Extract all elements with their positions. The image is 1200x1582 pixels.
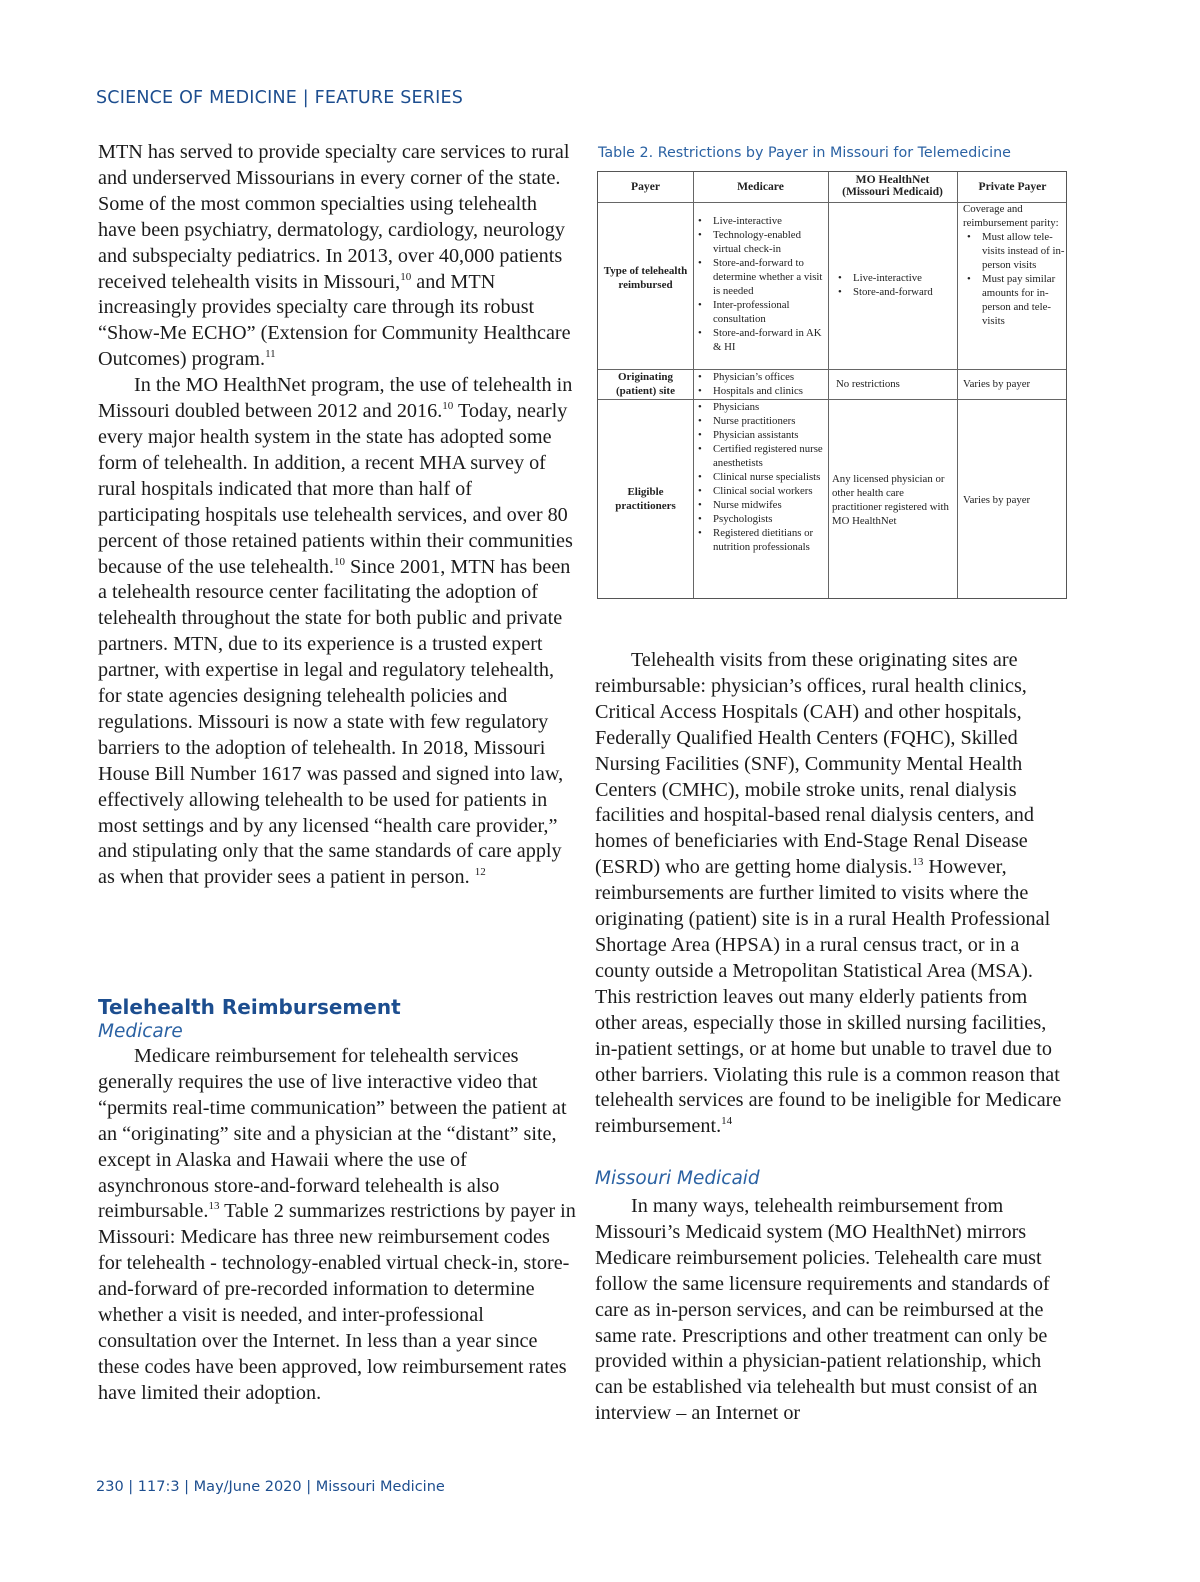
row1-mohealthnet <box>834 271 955 299</box>
row1-medicare <box>694 214 826 354</box>
paragraph: Telehealth visits from these originating sites are reimbursable: physician’s offices, rural health clinics, Critical Access Hospitals (CAH) and other hospitals, Federally Qualified Health Centers (FQHC), Skilled Nursing Facilities (SNF), Community Mental Health Centers (CMHC), mobile stroke units, renal dialysis facilities and hospital-based renal dialysis centers, and homes of beneficiaries with End-Stage Renal Disease (ESRD) who are getting home dialysis.$^{13}$ However, reimbursements are further limited to visits where the originating (patient) site is in a rural Health Professional Shortage Area (HPSA) in a rural census tract, or in a county outside a Metropolitan Statistical Area (MSA). This restriction leaves out many elderly patients from other areas, especially those in skilled nursing facilities, in-patient settings, or at home but unable to travel due to other barriers. Violating this rule is a common reason that telehealth services are found to be ineligible for Medicare reimbursement.$^{14}$ <box>595 649 1062 1138</box>
header-private: Private Payer <box>978 180 1047 193</box>
list-item: • Clinical social workers <box>694 484 826 498</box>
row-label-originating: Originating (patient) site <box>616 371 675 397</box>
medicare-body <box>98 1044 576 1407</box>
list-item: • Certified registered nurse anesthetists <box>694 442 826 470</box>
list-item: • Store-and-forward in AK & HI <box>694 326 826 354</box>
running-head: SCIENCE OF MEDICINE | FEATURE SERIES <box>96 88 464 108</box>
row3-private: Varies by payer <box>963 494 1031 506</box>
subheading-missouri-medicaid: Missouri Medicaid <box>595 1168 760 1189</box>
page-footer: 230 | 117:3 | May/June 2020 | Missouri Medicine <box>96 1479 445 1495</box>
paragraph: MTN has served to provide specialty care services to rural and underserved Missourians in every corner of the state. Some of the most common specialties using telehealth have been psychiatry, dermatology, cardiology, neurology and subspecialty pediatrics. In 2013, over 40,000 patients received telehealth visits in Missouri,$^{10}$ and MTN increasingly provides specialty care through its robust “Show-Me ECHO” (Extension for Community Healthcare Outcomes) program.$^{11}$ <box>98 141 571 371</box>
list-item: • Must pay similar amounts for in-person and tele-visits <box>963 272 1066 328</box>
row1-private: Coverage and reimbursement parity: • Must allow tele-visits instead of in-person visits • Must pay similar amounts for in-person and tele-visits <box>963 202 1066 328</box>
list-item: • Inter-professional consultation <box>694 298 826 326</box>
subheading-medicare: Medicare <box>98 1021 183 1042</box>
restrictions-table <box>597 171 1067 599</box>
section-heading: Telehealth Reimbursement <box>98 995 401 1019</box>
paragraph: In the MO HealthNet program, the use of telehealth in Missouri doubled between 2012 and 2016.10 Today, nearly every major health system in the state has adopted some form of telehealth. In addition, a recent MHA survey of rural hospitals indicated that more than half of participating hospitals use telehealth services, and over 80 percent of those retained patients within their communities because of the use telehealth.$^{10}$ Since 2001, MTN has been a telehealth resource center facilitating the adoption of telehealth throughout the state for both public and private partners. MTN, due to its experience is a trusted expert partner, with expertise in legal and regulatory telehealth, for state agencies designing telehealth policies and regulations. Missouri is now a state with few regulatory barriers to the adoption of telehealth. In 2018, Missouri House Bill Number 1617 was passed and signed into law, effectively allowing telehealth to be used for patients in most settings and by any licensed “health care provider,” and stipulating only that the same standards of care apply as when that provider sees a patient in person. $^{12}$ <box>98 374 573 889</box>
right-column-body <box>595 648 1070 1140</box>
list-item: • Live-interactive <box>834 271 955 285</box>
row3-medicare <box>694 400 826 554</box>
list-item: • Physician’s offices <box>694 370 826 384</box>
medicaid-body <box>595 1194 1070 1427</box>
left-column-body <box>98 140 576 891</box>
list-item: • Nurse midwifes <box>694 498 826 512</box>
row2-medicare <box>694 370 826 398</box>
paragraph: In many ways, telehealth reimbursement from Missouri’s Medicaid system (MO HealthNet) mirrors Medicare reimbursement policies. Telehealth care must follow the same licensure requirements and standards of care as in-person services, and can be reimbursed at the same rate. Prescriptions and other treatment can only be provided within a physician-patient relationship, which can be established via telehealth but must consist of an interview – an Internet or <box>595 1195 1050 1425</box>
list-item: • Hospitals and clinics <box>694 384 826 398</box>
list-item: • Must allow tele-visits instead of in-person visits <box>963 230 1066 272</box>
row-label-practitioners: Eligible practitioners <box>615 486 676 512</box>
row2-private: Varies by payer <box>963 378 1031 390</box>
list-item: • Technology-enabled virtual check-in <box>694 228 826 256</box>
header-medicare: Medicare <box>737 180 784 193</box>
row2-mohealthnet: No restrictions <box>836 378 900 390</box>
list-item: • Registered dietitians or nutrition professionals <box>694 526 826 554</box>
list-item: • Physicians <box>694 400 826 414</box>
paragraph: Medicare reimbursement for telehealth services generally requires the use of live interactive video that “permits real-time communication” between the patient at an “originating” site and a physician at the “distant” site, except in Alaska and Hawaii where the use of asynchronous store-and-forward telehealth is also reimbursable.$^{13}$ Table 2 summarizes restrictions by payer in Missouri: Medicare has three new reimbursement codes for telehealth - technology-enabled virtual check-in, store-and-forward of pre-recorded information to determine whether a visit is needed, and inter-professional consultation over the Internet. In less than a year since these codes have been approved, low reimbursement rates have limited their adoption. <box>98 1045 576 1404</box>
table-caption: Table 2. Restrictions by Payer in Missouri for Telemedicine <box>598 145 1011 161</box>
list-item: • Live-interactive <box>694 214 826 228</box>
header-mohealthnet: MO HealthNet (Missouri Medicaid) <box>842 173 943 198</box>
list-item: • Clinical nurse specialists <box>694 470 826 484</box>
list-item: • Store-and-forward <box>834 285 955 299</box>
list-item: • Store-and-forward to determine whether a visit is needed <box>694 256 826 298</box>
list-item: • Nurse practitioners <box>694 414 826 428</box>
list-item: • Psychologists <box>694 512 826 526</box>
header-payer: Payer <box>631 180 660 193</box>
list-item: • Physician assistants <box>694 428 826 442</box>
row3-mohealthnet: Any licensed physician or other health care practitioner registered with MO HealthNet <box>832 473 949 527</box>
row-label-type: Type of telehealth reimbursed <box>603 265 688 291</box>
